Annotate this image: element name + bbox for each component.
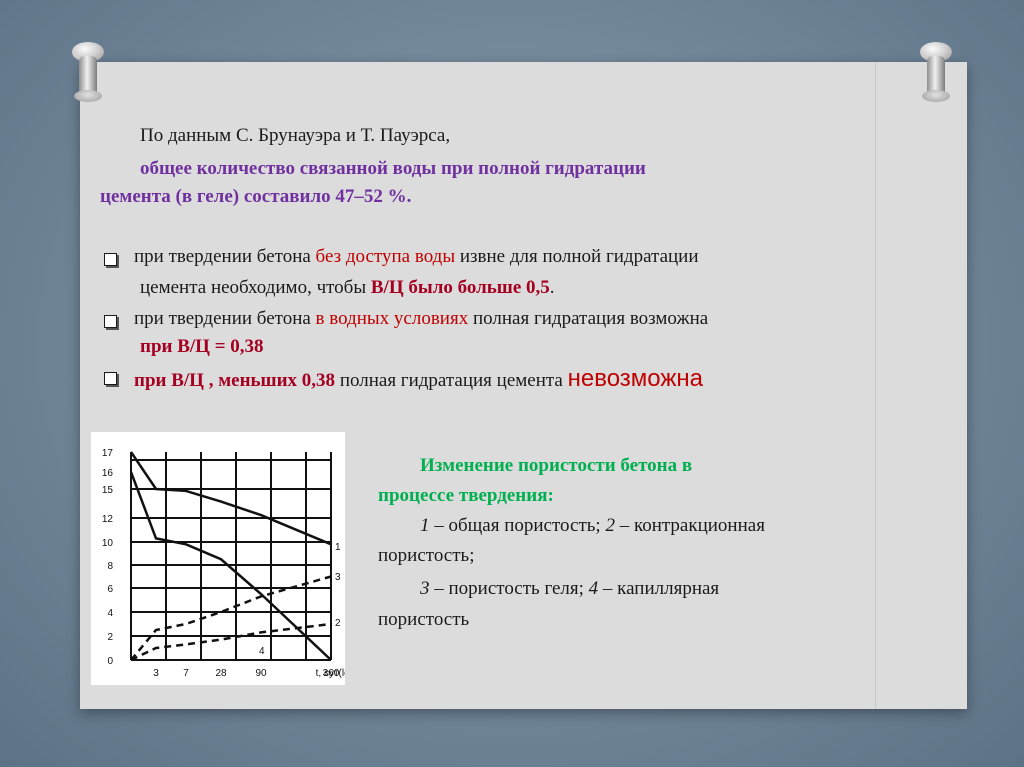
y-tick-label: 0 xyxy=(107,656,113,667)
bullet-1-line-2-pre: цемента необходимо, чтобы xyxy=(140,277,371,298)
y-tick-label: 6 xyxy=(107,584,113,595)
intro-line-2: общее количество связанной воды при полной гидратации xyxy=(140,158,646,179)
checkbox-bullet-icon xyxy=(104,253,117,266)
legend-text-2: – контракционная xyxy=(614,515,765,536)
caption-title-line-2: процессе твердения: xyxy=(378,485,554,506)
bullet-1-text-a: при твердении бетона xyxy=(134,246,316,267)
legend-text-4: – капиллярная xyxy=(598,578,720,599)
series-label-4: 4 xyxy=(259,646,265,657)
caption-legend-4-cont: пористость xyxy=(378,609,470,630)
bullet-1-line-2 xyxy=(140,277,555,299)
y-tick-label: 2 xyxy=(107,632,113,643)
y-tick-label: 16 xyxy=(101,468,113,479)
legend-number-1: 1 xyxy=(420,515,430,536)
bullet-2-highlight: в водных условиях xyxy=(315,308,469,329)
y-tick-label: 4 xyxy=(107,608,113,619)
x-tick-label: 3 xyxy=(153,668,159,679)
x-tick-label: 28 xyxy=(215,668,227,679)
x-axis-label: t, сут(l xyxy=(315,668,345,679)
porosity-chart xyxy=(91,432,345,685)
bullet-1-text-b: извне для полной гидратации xyxy=(455,246,699,267)
checkbox-bullet-icon xyxy=(104,315,117,328)
y-tick-label: 17 xyxy=(101,448,113,459)
series-label-3: 3 xyxy=(335,572,341,583)
left-pin-icon xyxy=(70,42,106,104)
bullet-3-highlight: невозможна xyxy=(567,365,704,392)
legend-number-3: 3 xyxy=(420,578,430,599)
x-tick-label: 7 xyxy=(183,668,189,679)
y-tick-label: 10 xyxy=(101,538,113,549)
caption-legend-2-cont: пористость; xyxy=(378,545,475,566)
right-pin-icon xyxy=(918,42,954,104)
card-divider xyxy=(875,62,876,709)
bullet-2-line-1 xyxy=(134,308,708,330)
caption-legend-3 xyxy=(420,578,719,600)
series-line-2 xyxy=(131,624,331,660)
bullet-3-text: полная гидратация цемента xyxy=(335,370,568,391)
legend-text-1: – общая пористость; xyxy=(429,515,606,536)
porosity-chart-svg xyxy=(91,432,345,685)
bullet-1-end: . xyxy=(549,277,555,298)
x-tick-label: 360 xyxy=(322,668,340,679)
y-tick-label: 15 xyxy=(101,485,113,496)
checkbox-bullet-icon xyxy=(104,372,117,385)
series-label-2: 2 xyxy=(335,618,341,629)
bullet-1-line-1 xyxy=(134,246,699,268)
bullet-3-line xyxy=(134,365,703,393)
legend-number-2: 2 xyxy=(605,515,615,536)
bullet-2-text-a: при твердении бетона xyxy=(134,308,316,329)
bullet-1-highlight: без доступа воды xyxy=(315,246,456,267)
caption-legend-1 xyxy=(420,515,765,537)
bullet-3-condition: при В/Ц , меньших 0,38 xyxy=(134,370,336,391)
intro-line-3: цемента (в геле) составило 47–52 %. xyxy=(100,186,412,207)
legend-text-3: – пористость геля; xyxy=(429,578,589,599)
bullet-1-condition: В/Ц было больше 0,5 xyxy=(370,277,550,298)
legend-number-4: 4 xyxy=(588,578,599,599)
series-line-1 xyxy=(131,452,331,544)
series-label-1: 1 xyxy=(335,542,341,553)
bullet-2-text-b: полная гидратация возможна xyxy=(468,308,709,329)
caption-title-line-1: Изменение пористости бетона в xyxy=(420,455,693,476)
series-line-3 xyxy=(131,577,331,661)
y-tick-label: 12 xyxy=(101,514,113,525)
x-tick-label: 90 xyxy=(255,668,267,679)
y-tick-label: 8 xyxy=(107,561,113,572)
intro-line-1: По данным С. Брунауэра и Т. Пауэрса, xyxy=(140,125,451,146)
bullet-2-condition: при В/Ц = 0,38 xyxy=(140,336,264,357)
